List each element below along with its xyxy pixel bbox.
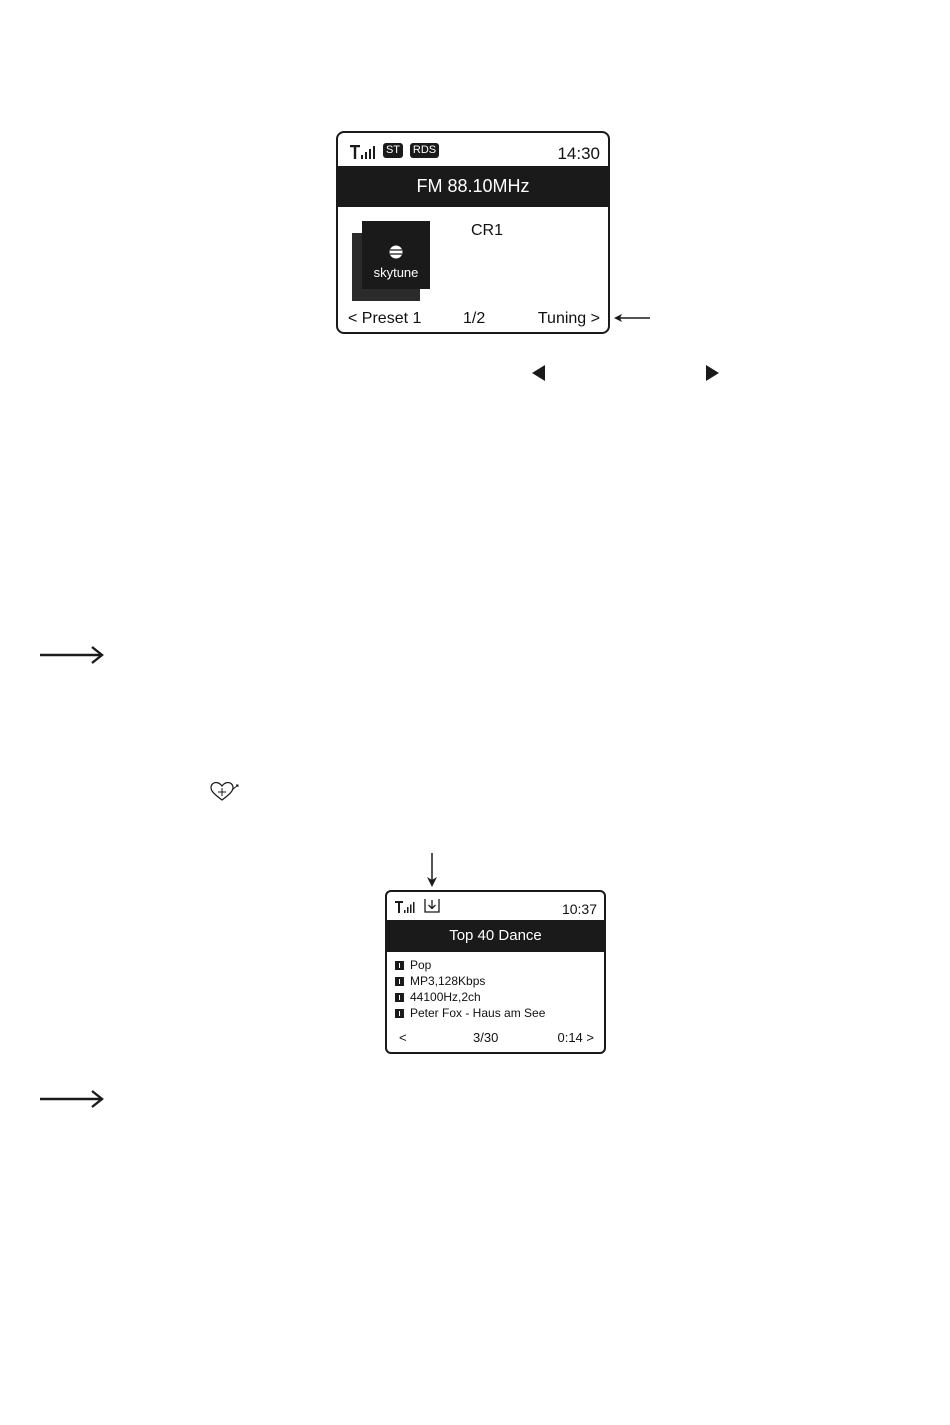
internet-radio-screen (385, 890, 606, 1054)
info-icon (395, 961, 404, 970)
info-text: Pop (410, 958, 432, 972)
rds-badge: RDS (410, 143, 439, 158)
left-triangle-icon (532, 365, 546, 381)
previous-button[interactable]: < (399, 1030, 407, 1045)
station-artwork (362, 221, 430, 289)
download-icon (424, 898, 440, 913)
page-indicator: 3/30 (473, 1030, 499, 1045)
signal-strength-icon (350, 145, 378, 159)
station-info-list (395, 957, 600, 1021)
stereo-badge: ST (383, 143, 403, 158)
globe-logo-icon (389, 245, 403, 259)
info-row-format (395, 973, 600, 989)
heart-favorite-icon (210, 781, 240, 803)
note-arrow-icon (40, 644, 104, 666)
next-button[interactable]: 0:14 > (557, 1030, 594, 1045)
info-text: Peter Fox - Haus am See (410, 1006, 546, 1020)
frequency-banner: FM 88.10MHz (338, 166, 608, 207)
info-row-track (395, 1005, 600, 1021)
info-icon (395, 993, 404, 1002)
clock-time: 10:37 (561, 901, 597, 917)
pointer-arrow-icon (425, 853, 439, 888)
station-name: CR1 (471, 222, 504, 239)
station-banner: Top 40 Dance (387, 920, 604, 952)
info-icon (395, 977, 404, 986)
page-indicator: 1/2 (463, 310, 486, 327)
clock-time: 14:30 (557, 144, 600, 163)
artwork-label: skytune (373, 265, 419, 280)
fm-radio-screen (336, 131, 610, 334)
info-row-genre (395, 957, 600, 973)
right-triangle-icon (705, 365, 719, 381)
info-text: MP3,128Kbps (410, 974, 486, 988)
info-icon (395, 1009, 404, 1018)
note-arrow-icon (40, 1088, 104, 1110)
info-text: 44100Hz,2ch (410, 990, 481, 1004)
info-row-samplerate (395, 989, 600, 1005)
signal-strength-icon (395, 901, 417, 913)
tuning-button[interactable]: Tuning > (537, 310, 600, 327)
preset-button[interactable]: < Preset 1 (348, 310, 422, 327)
pointer-arrow-icon (612, 310, 652, 326)
